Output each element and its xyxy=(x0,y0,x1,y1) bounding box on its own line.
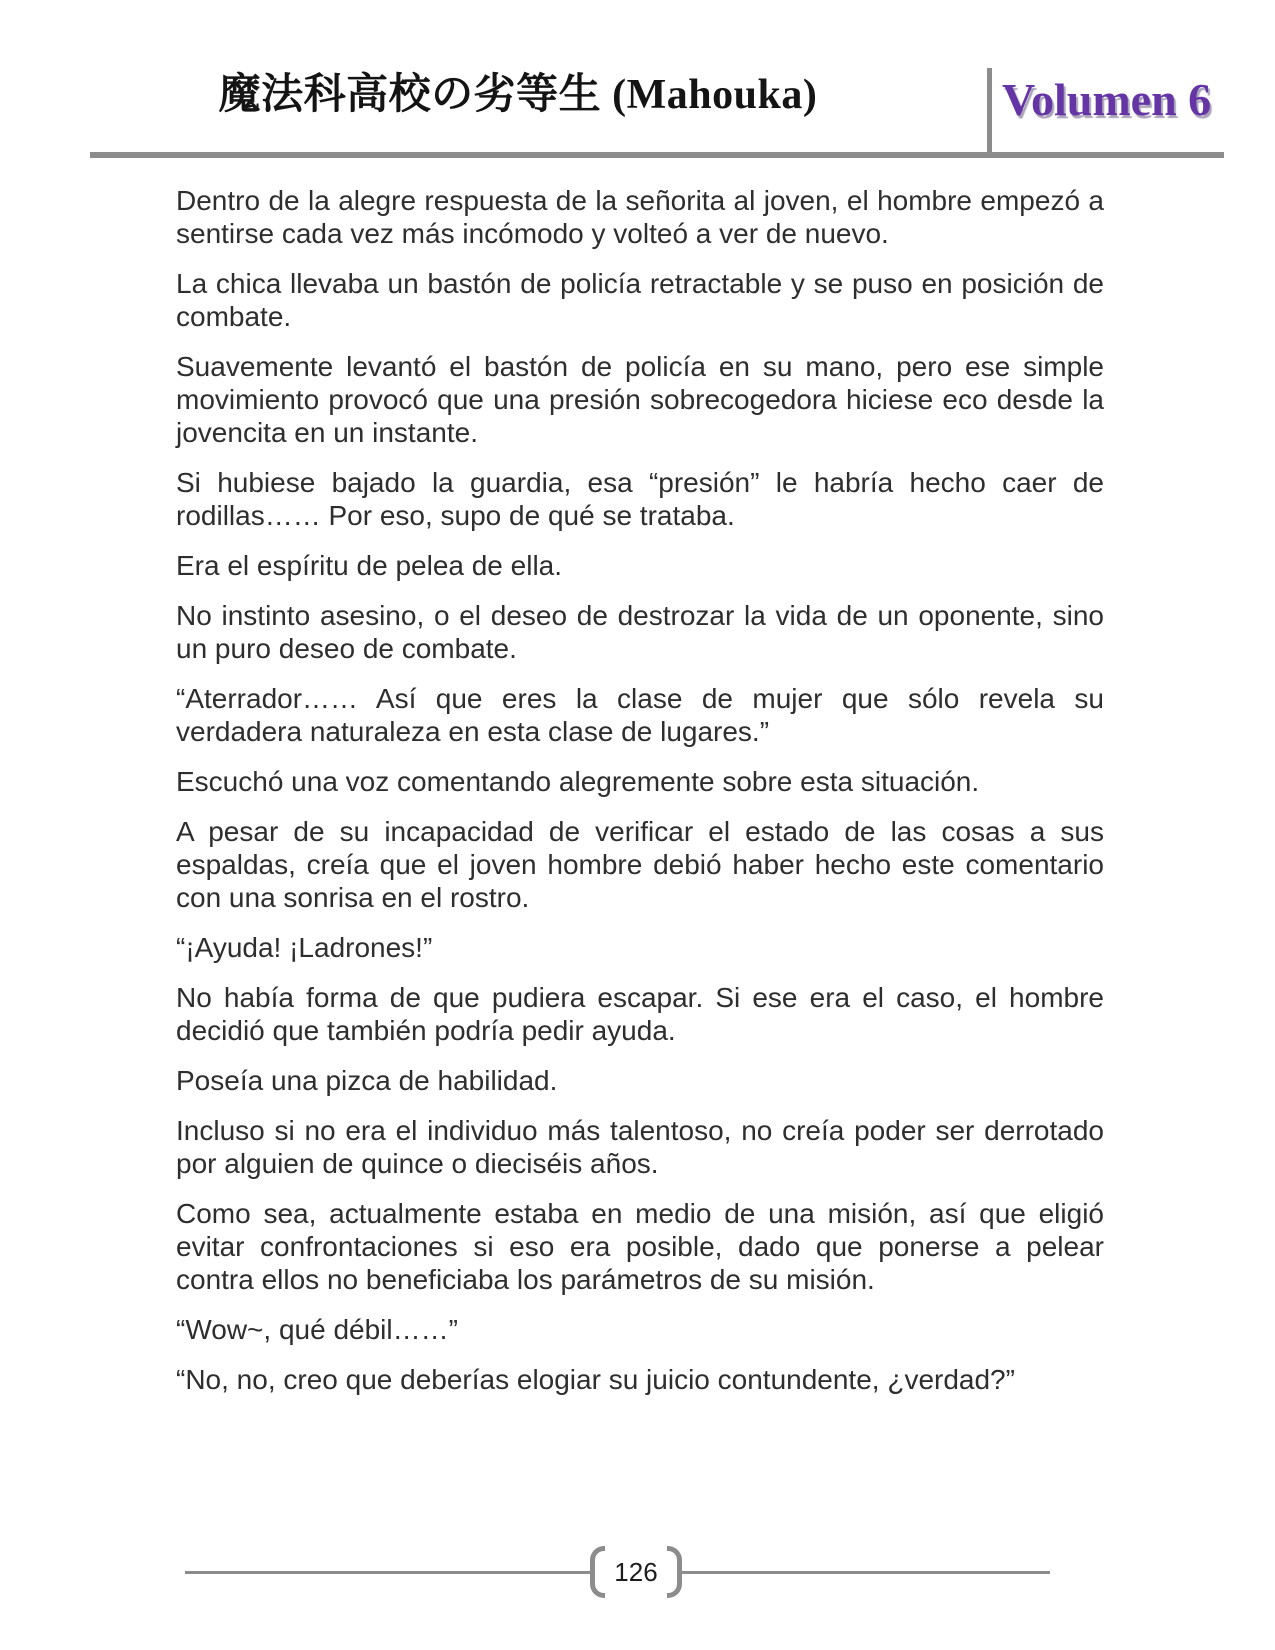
footer-rule-left xyxy=(185,1571,590,1574)
paragraph: La chica llevaba un bastón de policía retractable y se puso en posición de combate. xyxy=(176,268,1104,332)
paragraph: Como sea, actualmente estaba en medio de una misión, así que eligió evitar confrontaciones si eso era posible, dado que ponerse a pelear contra ellos no beneficiaba los parámetros de su misión. xyxy=(176,1198,1104,1295)
header-horizontal-rule xyxy=(90,152,1224,158)
paragraph: Incluso si no era el individuo más talentoso, no creía poder ser derrotado por alguien de quince o dieciséis años. xyxy=(176,1115,1104,1179)
page-number: 126 xyxy=(614,1556,658,1587)
paragraph: “¡Ayuda! ¡Ladrones!” xyxy=(176,932,433,963)
paragraph: “No, no, creo que deberías elogiar su juicio contundente, ¿verdad?” xyxy=(176,1364,1015,1395)
page-number-bracket-left-icon xyxy=(590,1546,605,1598)
paragraph: Si hubiese bajado la guardia, esa “presión” le habría hecho caer de rodillas…… Por eso, supo de qué se trataba. xyxy=(176,467,1104,531)
paragraph: Era el espíritu de pelea de ella. xyxy=(176,550,563,581)
paragraph: “Wow~, qué débil……” xyxy=(176,1314,458,1345)
volume-label: Volumen 6 xyxy=(1002,74,1212,125)
header-vertical-divider xyxy=(987,68,992,152)
paragraph: Escuchó una voz comentando alegremente sobre esta situación. xyxy=(176,766,980,797)
paragraph: Dentro de la alegre respuesta de la señorita al joven, el hombre empezó a sentirse cada vez más incómodo y volteó a ver de nuevo. xyxy=(176,185,1104,249)
paragraph: Poseía una pizca de habilidad. xyxy=(176,1065,558,1096)
paragraph: Suavemente levantó el bastón de policía en su mano, pero ese simple movimiento provocó que una presión sobrecogedora hiciese eco desde la jovencita en un instante. xyxy=(176,351,1104,448)
paragraph: “Aterrador…… Así que eres la clase de mujer que sólo revela su verdadera naturaleza en esta clase de lugares.” xyxy=(176,683,1104,747)
page-number-bracket-right-icon xyxy=(667,1546,682,1598)
document-title: 魔法科高校の劣等生 (Mahouka) xyxy=(218,72,818,118)
paragraph: No instinto asesino, o el deseo de destrozar la vida de un oponente, sino un puro deseo de combate. xyxy=(176,600,1104,664)
footer-rule-right xyxy=(682,1571,1050,1574)
paragraph: A pesar de su incapacidad de verificar el estado de las cosas a sus espaldas, creía que el joven hombre debió haber hecho este comentario con una sonrisa en el rostro. xyxy=(176,816,1104,913)
page-footer xyxy=(185,1542,1050,1602)
paragraph: No había forma de que pudiera escapar. Si ese era el caso, el hombre decidió que también podría pedir ayuda. xyxy=(176,982,1104,1046)
page-body xyxy=(176,184,1104,1413)
